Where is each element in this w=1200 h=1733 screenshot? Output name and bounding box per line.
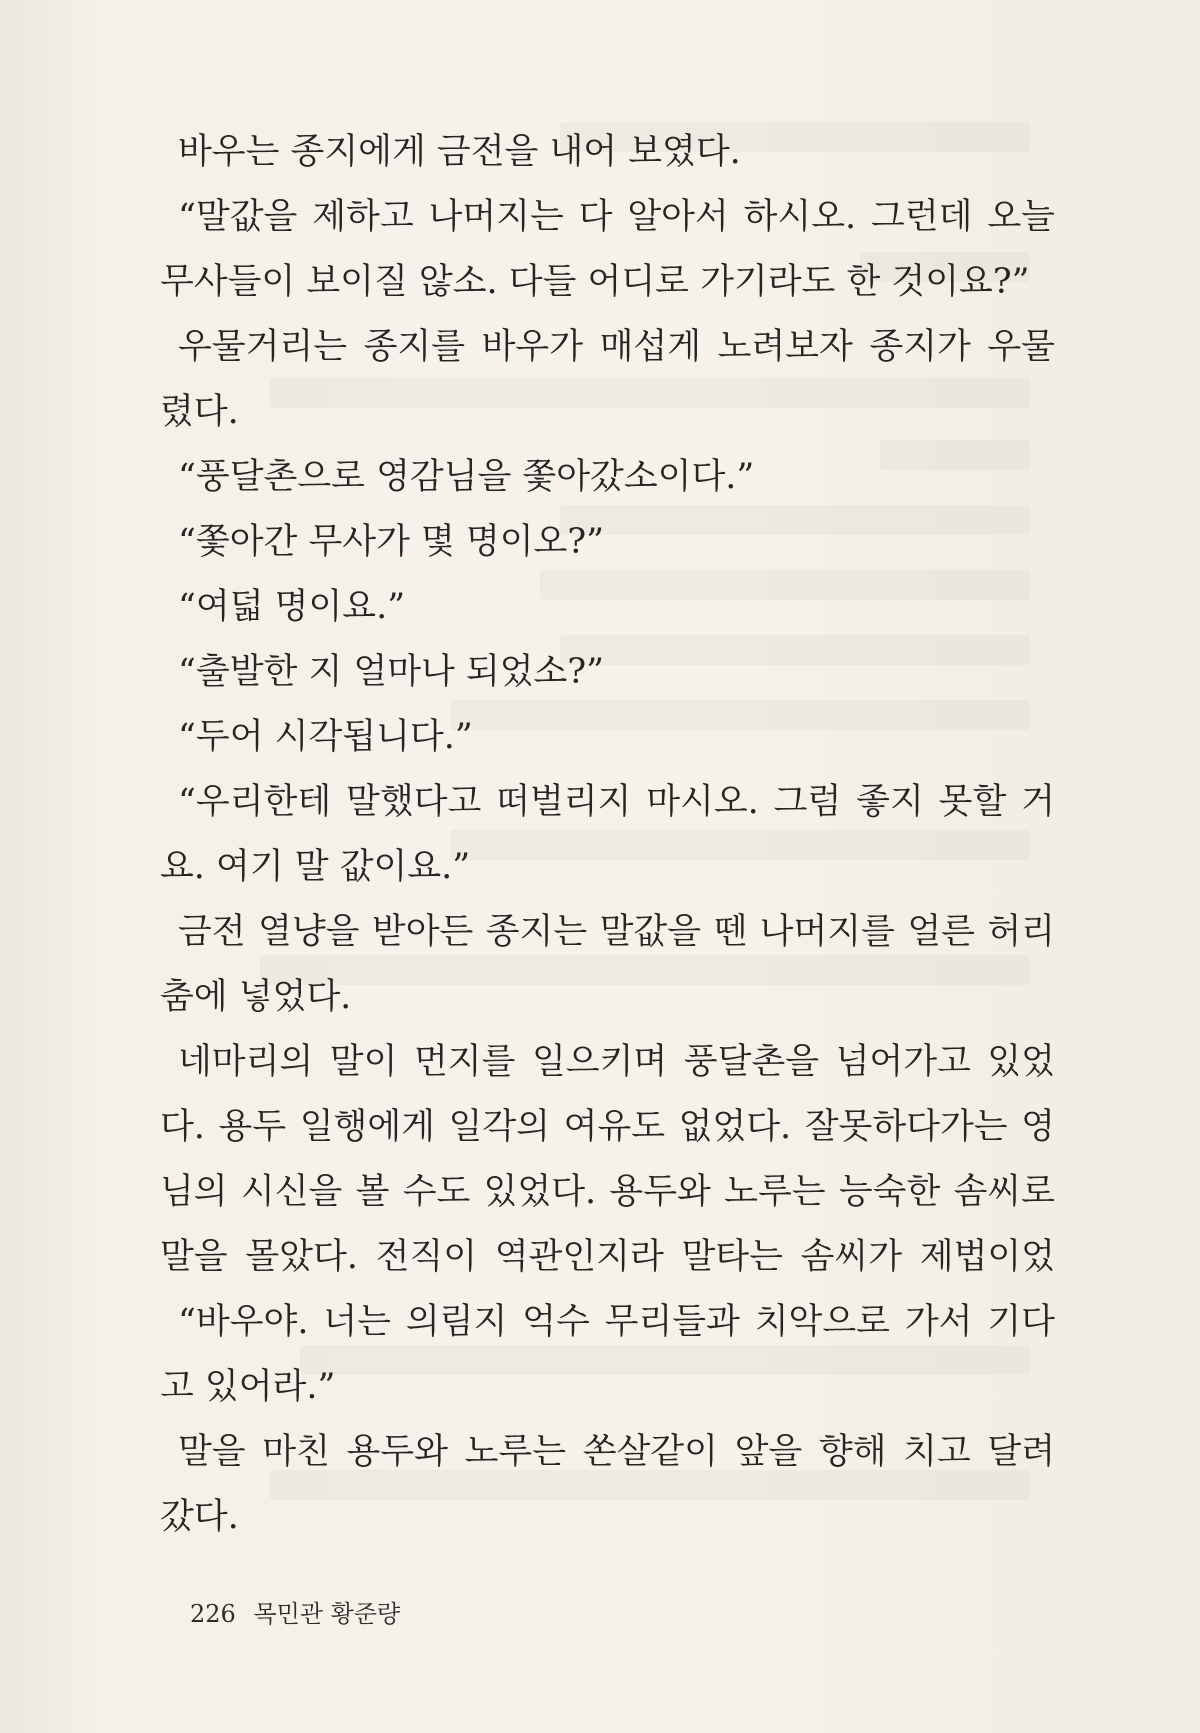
paragraph-line: “여덟 명이요.” xyxy=(178,587,406,627)
paragraph-line: 금전 열냥을 받아든 종지는 말값을 뗀 나머지를 얼른 허리 xyxy=(178,912,1055,952)
page-footer xyxy=(190,1594,410,1629)
paragraph-line: 렸다. xyxy=(160,392,239,432)
paragraph-line: 춤에 넣었다. xyxy=(160,977,352,1017)
paragraph-line: 말을 마친 용두와 노루는 쏜살같이 앞을 향해 치고 달려 xyxy=(178,1432,1055,1472)
paragraph-line: “풍달촌으로 영감님을 쫓아갔소이다.” xyxy=(178,457,755,497)
paragraph-line: 우물거리는 종지를 바우가 매섭게 노려보자 종지가 우물 xyxy=(178,327,1055,367)
paragraph-line: 말을 몰았다. 전직이 역관인지라 말타는 솜씨가 제법이었 xyxy=(160,1237,1055,1277)
paragraph-line: “말값을 제하고 나머지는 다 알아서 하시오. 그런데 오늘 xyxy=(178,197,1055,237)
paragraph-line: 바우는 종지에게 금전을 내어 보였다. xyxy=(178,132,741,172)
body-text xyxy=(160,120,1055,1550)
paragraph-line: 고 있어라.” xyxy=(160,1367,336,1407)
paragraph-line: “두어 시각됩니다.” xyxy=(178,717,473,757)
paragraph-line: “출발한 지 얼마나 되었소?” xyxy=(178,652,605,692)
book-title: 목민관 황준량 xyxy=(253,1600,401,1628)
paragraph-line: 무사들이 보이질 않소. 다들 어디로 가기라도 한 것이요?” xyxy=(160,262,1030,302)
paragraph-line: “쫓아간 무사가 몇 명이오?” xyxy=(178,522,605,562)
paragraph-line: 님의 시신을 볼 수도 있었다. 용두와 노루는 능숙한 솜씨로 xyxy=(160,1172,1055,1212)
paragraph-line: “우리한테 말했다고 떠벌리지 마시오. 그럼 좋지 못할 거 xyxy=(178,782,1055,822)
paragraph-line: 요. 여기 말 값이요.” xyxy=(160,847,471,887)
page-number: 226 xyxy=(190,1600,236,1628)
paragraph-line: 다. 용두 일행에게 일각의 여유도 없었다. 잘못하다가는 영 xyxy=(160,1107,1055,1147)
paragraph-line: “바우야. 너는 의림지 억수 무리들과 치악으로 가서 기다 xyxy=(178,1302,1055,1342)
paragraph-line: 갔다. xyxy=(160,1497,239,1537)
paragraph-line: 네마리의 말이 먼지를 일으키며 풍달촌을 넘어가고 있었 xyxy=(178,1042,1055,1082)
